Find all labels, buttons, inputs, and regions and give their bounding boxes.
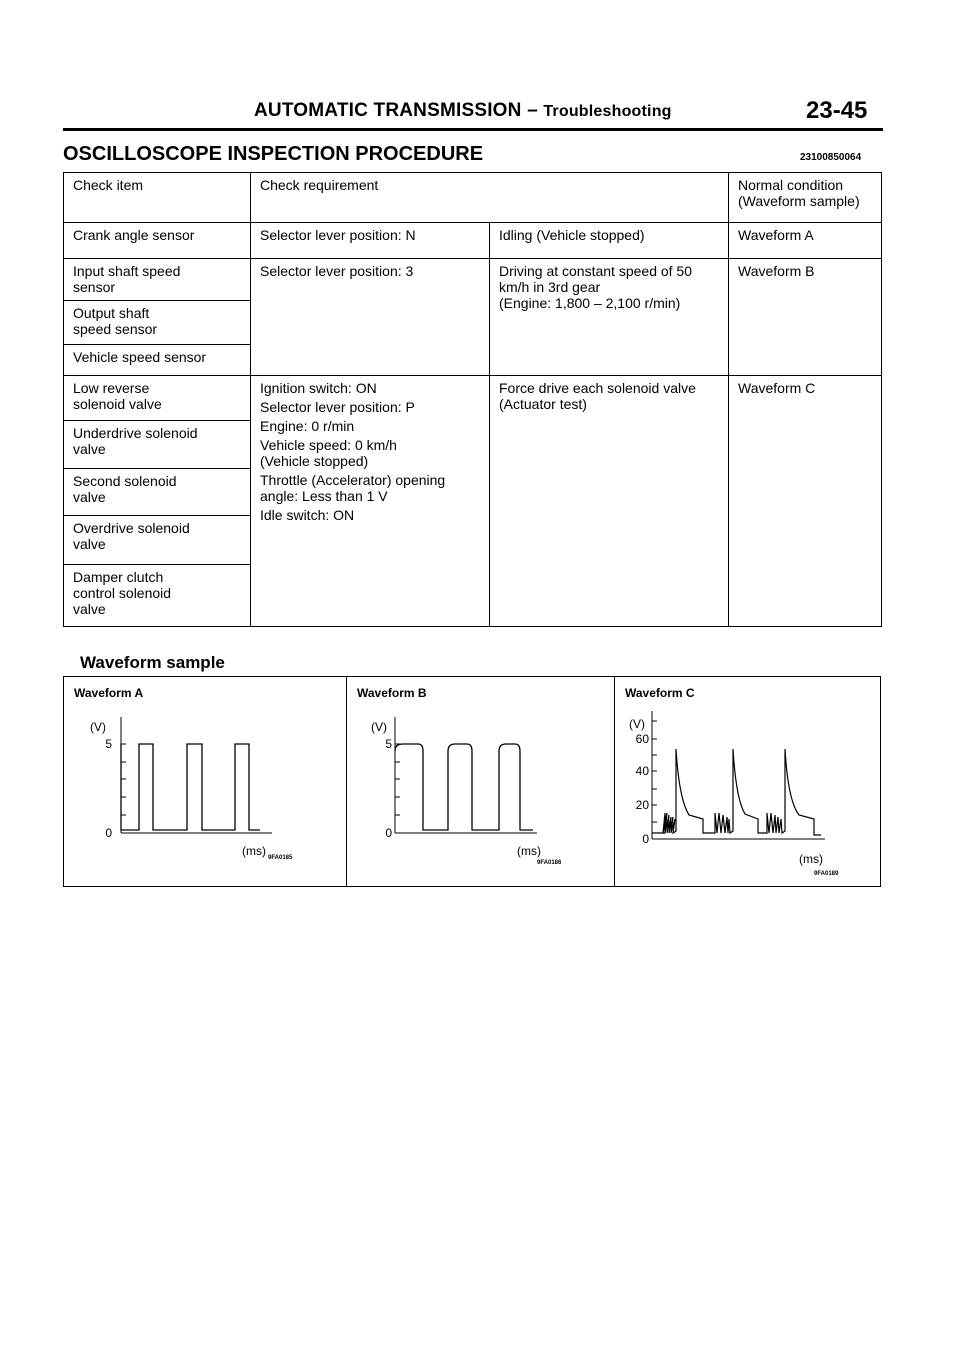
requirement-line: Throttle (Accelerator) opening [260, 472, 446, 488]
item-line: Underdrive solenoid [73, 425, 198, 441]
vehicle-speed-item: Vehicle speed sensor [64, 345, 251, 376]
speed-group-condition [490, 259, 729, 376]
waveform-b-code: 9FA0186 [537, 860, 562, 866]
header-title-main: AUTOMATIC TRANSMISSION [254, 100, 522, 121]
waveform-c-ticks [652, 721, 657, 822]
waveform-c-y-tick: 0 [642, 832, 649, 846]
header-check-requirement: Check requirement [251, 173, 729, 223]
header-check-item: Check item [64, 173, 251, 223]
requirement-line: Idle switch: ON [260, 507, 355, 523]
inspection-table [63, 172, 882, 627]
table-header-row [64, 173, 882, 223]
overdrive-item [64, 516, 251, 565]
speed-group-normal: Waveform B [729, 259, 882, 376]
waveform-c-y-tick: 40 [635, 764, 649, 778]
requirement-line: (Vehicle stopped) [260, 453, 369, 469]
output-shaft-item [64, 301, 251, 345]
item-line: valve [73, 536, 106, 552]
crank-normal: Waveform A [729, 223, 882, 259]
waveform-c-panel [614, 677, 881, 886]
condition-line: (Actuator test) [499, 396, 587, 412]
waveform-b-ticks [395, 744, 400, 815]
waveform-b-x-unit: (ms) [517, 844, 541, 858]
header-normal-condition-line: Normal condition [738, 177, 844, 193]
waveform-a-y-tick: 0 [105, 826, 112, 840]
item-line: control solenoid [73, 585, 172, 601]
item-line: solenoid valve [73, 396, 162, 412]
item-line: Output shaft [73, 305, 150, 321]
waveform-a-y-tick: 5 [105, 737, 112, 751]
page-number: 23-45 [806, 97, 868, 124]
condition-line: Force drive each solenoid valve [499, 380, 696, 396]
waveform-samples-box [63, 676, 881, 887]
requirement-line: Selector lever position: P [260, 399, 415, 415]
item-line: valve [73, 441, 106, 457]
waveform-c-trace [652, 749, 821, 835]
speed-group-requirement: Selector lever position: 3 [251, 259, 490, 376]
header-title [254, 100, 672, 122]
section-title: OSCILLOSCOPE INSPECTION PROCEDURE [63, 143, 484, 165]
item-line: valve [73, 489, 106, 505]
waveform-a-y-unit: (V) [90, 720, 106, 734]
waveform-section-title: Waveform sample [80, 653, 225, 672]
waveform-a-x-unit: (ms) [242, 844, 266, 858]
header-title-sub: Troubleshooting [543, 103, 672, 120]
requirement-line: Ignition switch: ON [260, 380, 377, 396]
solenoid-group-condition [490, 376, 729, 627]
condition-line: km/h in 3rd gear [499, 279, 601, 295]
header-title-separator: – [521, 100, 544, 121]
waveform-b-y-tick: 5 [385, 737, 392, 751]
waveform-b-trace [395, 744, 533, 830]
item-line: valve [73, 601, 106, 617]
waveform-b-panel [346, 677, 614, 886]
waveform-c-code: 9FA0189 [814, 871, 839, 877]
item-line: Overdrive solenoid [73, 520, 190, 536]
solenoid-group-normal: Waveform C [729, 376, 882, 627]
table-row [64, 259, 882, 301]
condition-line: (Engine: 1,800 – 2,100 r/min) [499, 295, 681, 311]
crank-condition: Idling (Vehicle stopped) [490, 223, 729, 259]
underdrive-item [64, 421, 251, 469]
waveform-b-y-unit: (V) [371, 720, 387, 734]
waveform-b-plot [347, 677, 614, 886]
item-line: Damper clutch [73, 569, 164, 585]
waveform-a-name: Waveform A [74, 686, 144, 700]
crank-item: Crank angle sensor [64, 223, 251, 259]
item-line: sensor [73, 279, 116, 295]
waveform-a-trace [121, 744, 260, 830]
header-normal-condition-line: (Waveform sample) [738, 193, 860, 209]
waveform-b-y-tick: 0 [385, 826, 392, 840]
waveform-a-panel [64, 677, 345, 886]
requirement-line: Engine: 0 r/min [260, 418, 355, 434]
section-code: 23100850064 [800, 152, 862, 163]
low-reverse-item [64, 376, 251, 421]
item-line: Low reverse [73, 380, 150, 396]
condition-line: Driving at constant speed of 50 [499, 263, 693, 279]
solenoid-group-requirement [251, 376, 490, 627]
header-normal-condition [729, 173, 882, 223]
waveform-c-name: Waveform C [625, 686, 695, 700]
waveform-c-y-tick: 60 [635, 732, 649, 746]
waveform-a-ticks [121, 744, 126, 815]
waveform-c-x-unit: (ms) [799, 852, 823, 866]
waveform-a-code: 9FA0185 [268, 855, 293, 861]
table-row [64, 223, 882, 259]
waveform-a-plot [64, 677, 345, 886]
waveform-c-plot [615, 677, 881, 886]
requirement-line: angle: Less than 1 V [260, 488, 388, 504]
crank-requirement: Selector lever position: N [251, 223, 490, 259]
second-solenoid-item [64, 469, 251, 516]
item-line: Input shaft speed [73, 263, 181, 279]
waveform-b-name: Waveform B [357, 686, 427, 700]
header-rule [63, 128, 883, 131]
input-shaft-item [64, 259, 251, 301]
waveform-c-y-tick: 20 [635, 798, 649, 812]
item-line: Second solenoid [73, 473, 177, 489]
requirement-line: Vehicle speed: 0 km/h [260, 437, 397, 453]
item-line: speed sensor [73, 321, 158, 337]
table-row [64, 376, 882, 421]
waveform-c-y-unit: (V) [629, 717, 645, 731]
damper-clutch-item [64, 565, 251, 627]
